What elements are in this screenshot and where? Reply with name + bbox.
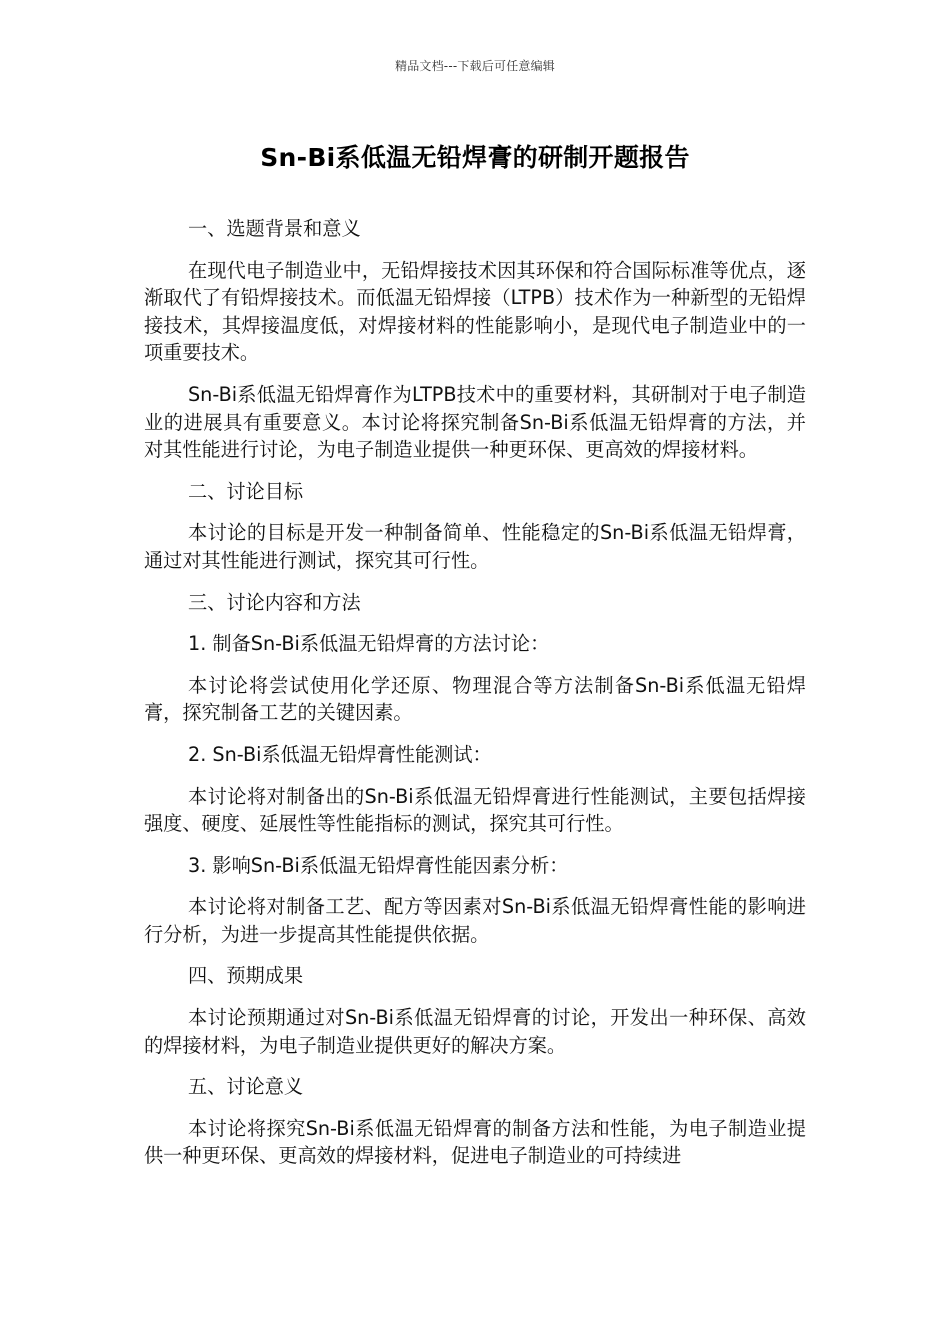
paragraph: 本讨论预期通过对Sn-Bi系低温无铅焊膏的讨论，开发出一种环保、高效的焊接材料，为电子制造业提供更好的解决方案。 xyxy=(144,1006,806,1057)
subheading-item-3: 3. 影响Sn-Bi系低温无铅焊膏性能因素分析： xyxy=(188,853,569,877)
section-heading-significance: 五、讨论意义 xyxy=(188,1075,304,1099)
section-heading-objectives: 二、讨论目标 xyxy=(188,479,304,503)
document-body xyxy=(144,215,806,1184)
paragraph: Sn-Bi系低温无铅焊膏作为LTPB技术中的重要材料，其研制对于电子制造业的进展具有重要意义。本讨论将探究制备Sn-Bi系低温无铅焊膏的方法，并对其性能进行讨论，为电子制造业提供一种更环保、更高效的焊接材料。 xyxy=(144,382,806,462)
paragraph: 本讨论将对制备工艺、配方等因素对Sn-Bi系低温无铅焊膏性能的影响进行分析，为进一步提高其性能提供依据。 xyxy=(144,895,806,946)
paragraph: 本讨论的目标是开发一种制备简单、性能稳定的Sn-Bi系低温无铅焊膏，通过对其性能进行测试，探究其可行性。 xyxy=(144,521,806,572)
subheading-item-1: 1. 制备Sn-Bi系低温无铅焊膏的方法讨论： xyxy=(188,632,550,656)
paragraph: 本讨论将对制备出的Sn-Bi系低温无铅焊膏进行性能测试，主要包括焊接强度、硬度、延展性等性能指标的测试，探究其可行性。 xyxy=(144,784,806,836)
document-title: Sn-Bi系低温无铅焊膏的研制开题报告 xyxy=(260,143,690,172)
section-heading-expected-results: 四、预期成果 xyxy=(188,964,304,988)
paragraph: 在现代电子制造业中，无铅焊接技术因其环保和符合国际标准等优点，逐渐取代了有铅焊接技术。而低温无铅焊接（LTPB）技术作为一种新型的无铅焊接技术，其焊接温度低，对焊接材料的性能影响小，是现代电子制造业中的一项重要技术。 xyxy=(144,258,806,365)
section-heading-background: 一、选题背景和意义 xyxy=(188,217,361,240)
paragraph: 本讨论将探究Sn-Bi系低温无铅焊膏的制备方法和性能，为电子制造业提供一种更环保、更高效的焊接材料，促进电子制造业的可持续进 xyxy=(144,1116,806,1168)
paragraph: 本讨论将尝试使用化学还原、物理混合等方法制备Sn-Bi系低温无铅焊膏，探究制备工艺的关键因素。 xyxy=(144,673,806,725)
page-header-note: 精品文档---下载后可任意编辑 xyxy=(395,59,555,73)
subheading-item-2: 2. Sn-Bi系低温无铅焊膏性能测试： xyxy=(188,742,492,766)
section-heading-content-methods: 三、讨论内容和方法 xyxy=(188,590,361,614)
